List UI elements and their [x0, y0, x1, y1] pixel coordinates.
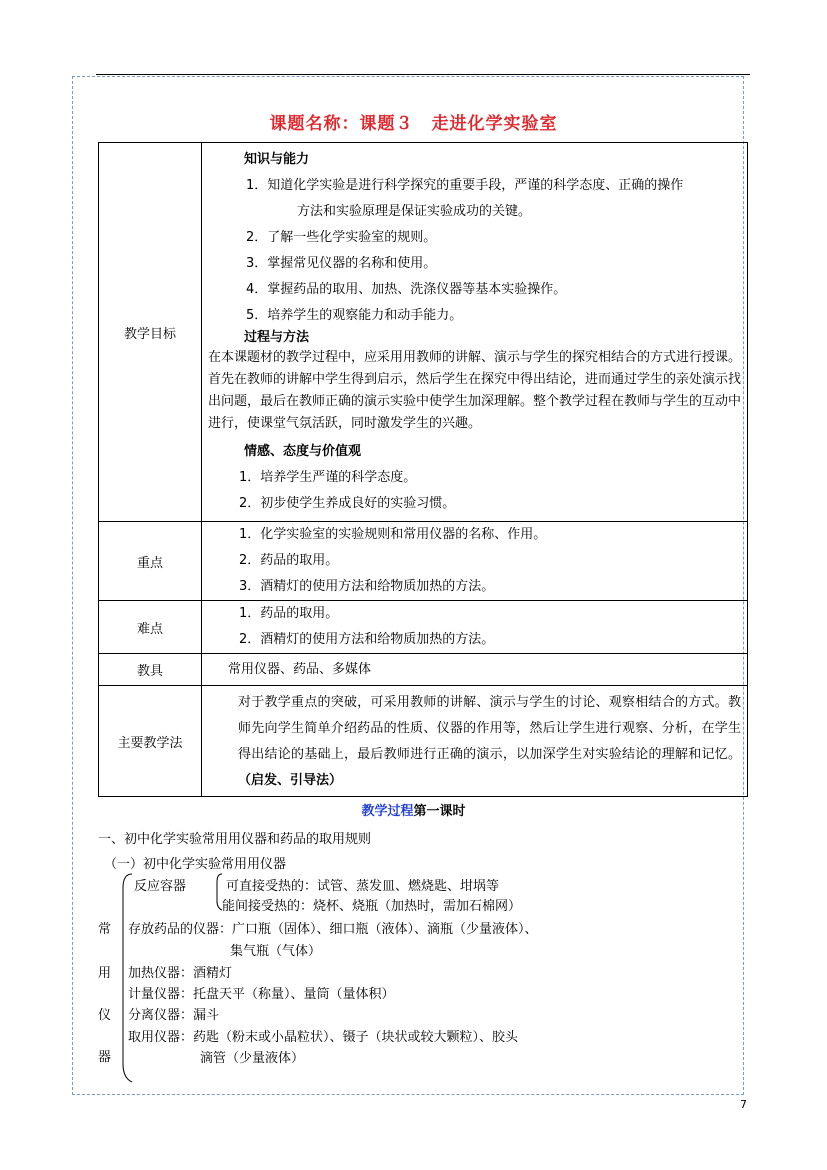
reaction-indirect: 能间接受热的：烧杯、烧瓶（加热时，需加石棉网） [222, 899, 522, 914]
lesson-plan-table [98, 142, 748, 797]
page-number: 7 [740, 1098, 747, 1111]
tools-text: 常用仪器、药品、多媒体 [228, 661, 372, 677]
methods-row [99, 686, 748, 797]
knowledge-item: 1．知道化学实验是进行科学探究的重要手段，严谨的科学态度、正确的操作 [246, 178, 684, 193]
difficulty-item: 1．药品的取用。 [239, 606, 339, 621]
key-point-item: 2．药品的取用。 [239, 553, 339, 568]
key-points-row [99, 522, 748, 601]
emotion-heading: 情感、态度与价值观 [244, 444, 362, 459]
storage-line2: 集气瓶（气体） [230, 944, 322, 959]
reaction-direct: 可直接受热的：试管、蒸发皿、燃烧匙、坩埚等 [226, 879, 500, 894]
tools-content [202, 654, 748, 686]
knowledge-heading: 知识与能力 [244, 152, 310, 167]
key-point-item: 3．酒精灯的使用方法和给物质加热的方法。 [239, 579, 495, 594]
process-title-blue: 教学过程 [361, 804, 414, 819]
key-points-content [202, 522, 748, 601]
taking-line1: 取用仪器：药匙（粉末或小晶粒状）、镊子（块状或较大颗粒）、胶头 [128, 1030, 519, 1045]
methods-paragraph [202, 686, 747, 796]
process-paragraph: 在本课题材的教学过程中，应采用用教师的讲解、演示与学生的探究相结合的方式进行授课。首先在教师的讲解中学生得到启示，然后学生在探究中得出结论，进而通过学生的亲处演示找出问题，最后在教师正确的演示实验中使学生加深理解。整个教学过程在教师与学生的互动中进行，使课堂气氛活跃，同时激发学生的兴趣。 [208, 350, 742, 431]
vertical-char: 用 [98, 966, 112, 981]
difficulty-item: 2．酒精灯的使用方法和给物质加热的方法。 [239, 632, 495, 647]
emotion-item: 2．初步使学生养成良好的实验习惯。 [239, 496, 456, 511]
methods-text: 对于教学重点的突破，可采用教师的讲解、演示与学生的讨论、观察相结合的方式。教师先向学生简单介绍药品的性质、仪器的作用等，然后让学生进行观察、分析，在学生得出结论的基础上，最后教师进行正确的演示，以加深学生对实验结论的理解和记忆。 [238, 695, 741, 762]
methods-content [202, 686, 748, 797]
taking-line2: 滴管（少量液体） [200, 1051, 305, 1066]
difficulties-content [202, 601, 748, 654]
goals-label: 教学目标 [99, 143, 202, 522]
section-heading: 一、初中化学实验常用用仪器和药品的取用规则 [98, 832, 372, 847]
methods-label: 主要教学法 [99, 686, 202, 797]
lesson-title: 课题名称：课题３ 走进化学实验室 [269, 114, 558, 134]
goals-content [202, 143, 748, 522]
emotion-item: 1．培养学生严谨的科学态度。 [239, 470, 417, 485]
key-point-item: 1．化学实验室的实验规则和常用仪器的名称、作用。 [239, 527, 547, 542]
knowledge-item: 4．掌握药品的取用、加热、洗涤仪器等基本实验操作。 [246, 282, 567, 297]
header-rule [96, 74, 750, 75]
knowledge-item: 5．培养学生的观察能力和动手能力。 [246, 308, 463, 323]
process-heading: 过程与方法 [244, 330, 310, 345]
reaction-label: 反应容器 [134, 879, 187, 894]
vertical-char: 常 [98, 922, 112, 937]
subsection-heading: （一）初中化学实验常用用仪器 [104, 857, 287, 872]
separating-line: 分离仪器：漏斗 [128, 1008, 220, 1023]
vertical-char: 器 [98, 1050, 112, 1065]
process-title-black: 第一课时 [413, 804, 466, 819]
knowledge-item: 2．了解一些化学实验室的规则。 [246, 230, 437, 245]
heating-line: 加热仪器：酒精灯 [128, 966, 233, 981]
tools-row [99, 654, 748, 686]
difficulties-label: 难点 [99, 601, 202, 654]
tools-label: 教具 [99, 654, 202, 686]
knowledge-item: 方法和实验原理是保证实验成功的关键。 [297, 204, 532, 219]
process-title [0, 800, 827, 819]
vertical-char: 仪 [98, 1008, 112, 1023]
knowledge-item: 3．掌握常见仪器的名称和使用。 [246, 256, 437, 271]
measuring-line: 计量仪器：托盘天平（称量）、量筒（量体积） [128, 987, 395, 1002]
key-points-label: 重点 [99, 522, 202, 601]
methods-suffix: （启发、引导法） [238, 773, 343, 788]
difficulties-row [99, 601, 748, 654]
storage-line1: 存放药品的仪器：广口瓶（固体）、细口瓶（液体）、滴瓶（少量液体）、 [128, 922, 538, 937]
goals-row [99, 143, 748, 522]
